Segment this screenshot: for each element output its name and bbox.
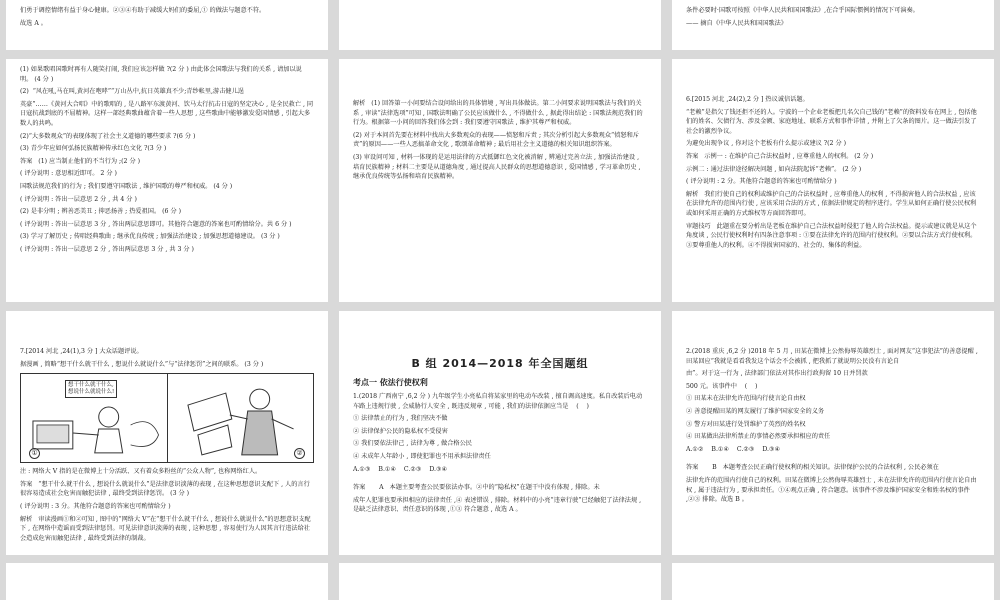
page-2-3 bbox=[672, 59, 994, 302]
paragraph: 解析 审读漫画①和②可知 , 图中的“网络大 V”在“想干什么就干什么 , 想说什么就说什么”的思想意识支配下 , 在网络中造谣而受到法律惩罚。可见法律意识淡薄的表现 , 这种思想 , 容易使行为人因其言行违法给社会造成危害而触犯法律 , 最终受到法律的制裁。 bbox=[20, 515, 311, 542]
paragraph: 2.(2018 重庆 ,6,2 分 )2018 年 5 月 , 田某在微博上公然侮辱英雄烈士 , 面对网友“这事犯法”的善意提醒 , 田某回应“我就是看看我发这个话会不会被抓 , 把我抓了就说明公民没有言论自 bbox=[686, 348, 980, 365]
page-1-1 bbox=[6, 0, 328, 50]
page-2-2 bbox=[339, 59, 661, 302]
paragraph: 1.(2018 广西南宁 ,6,2 分 ) 九年级学生小亮私自将某家里的电动车改装 , 擅自调高速度。私自改装后电动车路上违规行驶 , 会威胁行人安全 , 既违反规章 , 可能 , 我们的法律依据应当是 ( ) bbox=[353, 393, 643, 410]
paragraph: 解析 我们行使自己的权利或维护自己的合法权益时 , 应尊重他人的权利 , 不得损害他人的合法权益 , 应该在法律允许的范围内行使 , 应该采用合法的方式 , 依据法律规定的程序进行。学生从如何正确行使公民权利或如何采用正确的方式维权等方面回答即可。 bbox=[686, 190, 977, 217]
paragraph: 英豪”……《黄河大合唱》中的歌唱的 , 是八路军东渡黄河、饮马太行抗击日寇的坚定决心 , 是全民救亡 , 同日寇抗战到底的不屈精神。这样一部经典歌曲蕴含着一些人思想 , 这些歌曲中能够激发爱国情感 , 引起大多数人的共鸣。 bbox=[20, 100, 314, 127]
paragraph: (1) 如果歌唱国歌时再有人随笑打闹, 我们应该怎样做 ?(2 分 ) 由此体会国歌法与我们的关系 , 请加以说明。 (4 分 ) bbox=[20, 66, 302, 83]
option-item: ④ 田某做出法律所禁止的事情必然要承担相应的责任 bbox=[686, 433, 831, 441]
paragraph: 据漫画 , 简略“想干什么就干什么 , 想说什么就说什么”与“法律惩罚”之间的联系。 (3 分 ) bbox=[20, 360, 264, 368]
paragraph: 国歌法规范我们的行为 ; 我们要遵守国歌法 , 维护国歌的尊严和权威。 (4 分 ) bbox=[20, 182, 233, 190]
paragraph: ( 评分说明 : 2 分。其他符合题意的答案也可酌情给分 ) bbox=[686, 178, 837, 186]
group-title: B 组 2014—2018 年全国题组 bbox=[411, 357, 589, 370]
comic-drawing-2 bbox=[168, 374, 314, 462]
paragraph: (3) 学习了解历史 ; 传唱经典歌曲 ; 继承优良传统 ; 加强法治建设 ; 加强思想道德建设。 (3 分 ) bbox=[20, 233, 280, 241]
page-4-2 bbox=[339, 563, 661, 600]
page-text bbox=[353, 99, 647, 182]
paragraph: 答案 (1) 应当制止他们的不当行为 ;(2 分 ) bbox=[20, 157, 141, 165]
option-item: ③ 警方对田某进行处罚维护了英烈的姓名权 bbox=[686, 420, 806, 428]
paragraph: —— 摘自《中华人民共和国国歌法》 bbox=[686, 19, 787, 27]
comic-caption-line-1: 想干什么就干什么, bbox=[68, 382, 114, 389]
paragraph: 示例二 : 通过法律途径解决问题 , 如向法院起诉“老赖”。 (2 分 ) bbox=[686, 165, 862, 173]
comic-label-2: ② bbox=[294, 448, 305, 459]
paragraph: ( 评分说明 : 答出一层意思 2 分 , 答出两层意思 3 分 , 共 3 分 ) bbox=[20, 245, 194, 253]
page-3-1 bbox=[6, 311, 328, 555]
question-options bbox=[353, 414, 647, 461]
question-options bbox=[686, 394, 980, 441]
paragraph: ( 评分说明 : 答出一层意思 3 分 , 答出两层意思即可。其他符合题意的答案也可酌情给分。共 6 分 ) bbox=[20, 220, 292, 228]
paragraph: ( 评分说明 : 意思相近即可。 2 分 ) bbox=[20, 170, 117, 178]
paragraph: (2) 对于本问首先要在材料中找出大多数观众的表现——愤怒和斥责 ; 其次分析引起大多数观众“愤怒和斥责”的原因——一些人恶搞革命文化 , 歌颂革命精神 ; 最后用社会主义道德的相关知识组织答案。 bbox=[353, 131, 639, 149]
paragraph: 解析 (1) 回答第一小问要结合设问给出的具体情境 , 写出具体做法。第二小问要求说明国歌法与我们的关系 , 审读“法律选项”可知 , 国歌法明确了公民应该做什么 , 不得做什么 , 据此得出结论 : 国歌法规范我们的行为。根据第一小问的回答我们体会到 : 我们要遵守国歌法 , 维护其尊严和权威。 bbox=[353, 100, 643, 127]
paragraph: 由”。对于这一行为 , 法律部门依法对其作出行政拘留 10 日并罚款 bbox=[686, 370, 868, 378]
page-3-3 bbox=[672, 311, 994, 555]
page-1-2 bbox=[339, 0, 661, 50]
comic-panel-2 bbox=[168, 374, 314, 462]
option-item: ② 善意提醒田某的网友履行了维护国家安全的义务 bbox=[686, 407, 825, 415]
page-text bbox=[686, 6, 980, 28]
paragraph: 注 : 网络大 V 指的是在微博上十分活跃、又有着众多粉丝的“公众人物”, 也称网络红人。 bbox=[20, 468, 262, 476]
question-answer bbox=[353, 483, 647, 515]
paragraph: 答案 示例一 : 在维护自己合法权益时 , 应尊重他人的权利。 (2 分 ) bbox=[686, 152, 874, 160]
page-3-2 bbox=[339, 311, 661, 555]
point-title: 考点一 依法行使权利 bbox=[353, 378, 428, 387]
question-choices: A.①③ B.①④ C.②③ D.③④ bbox=[353, 465, 448, 473]
paragraph: 们勇于调控情绪有益于身心健康。②③④有助于减缓大妈们的委屈,① 的做法与题意不符。 bbox=[20, 7, 266, 14]
option-item: ① 法律禁止的行为 , 我们坚决不做 bbox=[353, 415, 448, 423]
paragraph: 500 元。该事件中 ( ) bbox=[686, 382, 758, 390]
option-item: ① 田某未在法律允许范围内行使言论自由权 bbox=[686, 395, 806, 403]
paragraph: (2) “风在吼,马在叫,黄河在咆哮”“万山丛中,抗日英雄真不少;青纱帐里,游击健儿逞 bbox=[20, 88, 244, 96]
paragraph: 成年人犯罪也要承担相应的法律责任 ,④ 表述错误 , 排除。材料中的小亮“违章行驶”已经触犯了法律法规 , 是缺乏法律意识、责任意识的体现 ,①③ 符合题意 , 故选 A 。 bbox=[353, 496, 644, 514]
paragraph: 6.[2015 河北 ,24(2),2 分 ] 热议诚信话题。 bbox=[686, 96, 809, 103]
page-4-1 bbox=[6, 563, 328, 600]
question-intro bbox=[686, 347, 980, 391]
speech-bubble bbox=[65, 380, 117, 398]
paragraph: 为避免出现争议 , 你对这个老板有什么提示或建议 ?(2 分 ) bbox=[686, 140, 847, 148]
page-text bbox=[20, 6, 314, 28]
option-item: ④ 未成年人年龄小 , 即使犯罪也不用承担法律责任 bbox=[353, 452, 491, 460]
question-intro bbox=[20, 347, 314, 369]
page-2-1 bbox=[6, 59, 328, 302]
paragraph: ( 评分说明 : 3 分。其他符合题意的答案也可酌情给分 ) bbox=[20, 502, 171, 510]
paragraph: 7.[2014 河北 ,24(1),3 分 ] 大众话题评说。 bbox=[20, 348, 143, 355]
page-text bbox=[20, 65, 314, 255]
page-4-3 bbox=[672, 563, 994, 600]
comic-panel-1 bbox=[21, 374, 168, 462]
option-item: ③ 我们要依法律己 , 法律为尊 , 做合格公民 bbox=[353, 440, 472, 448]
paragraph: 答案 B 本题考查公民正确行使权利的相关知识。法律保护公民的合法权利 , 公民必须在 bbox=[686, 464, 939, 472]
page-1-3 bbox=[672, 0, 994, 50]
comic-caption-line-2: 想说什么就说什么! bbox=[68, 389, 115, 396]
question-choices: A.①② B.①④ C.②③ D.③④ bbox=[686, 445, 781, 453]
option-item: ② 法律保护公民的隐私权不受侵害 bbox=[353, 427, 448, 435]
question-answer bbox=[20, 467, 314, 543]
comic-label-1: ① bbox=[29, 448, 40, 459]
paragraph: 故选 A 。 bbox=[20, 19, 47, 27]
page-text bbox=[686, 95, 980, 250]
paragraph: 审题技巧 此题重在要分析出是老板在维护自己合法权益时侵犯了他人的合法权益。提示或建议就是从这个角度谈 , 公民行使权利时有四条注意事项 : ①要在法律允许的范围内行使权利。②要以合法方式行使权利。③要尊重他人的权利。④不得损害国家的、社会的、集体的利益。 bbox=[686, 222, 977, 249]
question-intro bbox=[353, 392, 647, 411]
paragraph: 答案 “想干什么就干什么 , 想说什么就说什么”是法律意识淡薄的表现 , 在这种思想意识支配下 , 人的言行很容易造成社会危害而触犯法律 , 最终受到法律惩罚。 (3 分 ) bbox=[20, 480, 310, 498]
paragraph: 答案 A 本题主要考查公民要依法办事。②中的“隐私权”在题干中没有体现 , 排除。未 bbox=[353, 484, 600, 492]
paragraph: ( 评分说明 : 答出一层意思 2 分 , 共 4 分 ) bbox=[20, 195, 137, 203]
paragraph: 法律允许的范围内行使自己的权利。田某在微博上公然侮辱英雄烈士 , 未在法律允许的范围内行使言论自由权 , 属于违法行为 , 要承担责任。①④观点正确 , 符合题意。该事件不涉及维护国家安全和姓名权的事件 ,②③ 排除。故选 B 。 bbox=[686, 476, 977, 504]
paragraph: 条件必要时·国歌可按照《中华人民共和国国歌法》,在合乎国际惯例的情况下可演奏。 bbox=[686, 7, 919, 14]
question-answer bbox=[686, 463, 980, 504]
paragraph: (3) 审设问可知 , 材料一体现的是运用法律的方式抵御红色文化被消解 , 辨通过完善立法 , 加强法治建设 , 培育民族精神 ; 材料二主要是从道德角度 , 通过提高人民群众的思想道德意识 , 爱国情感 , 学习革命历史 , 继承优良传统等弘扬和培育民族精神。 bbox=[353, 153, 643, 181]
paragraph: “老赖”是指欠了钱还拒不还的人。宁波的一个企业老板把几名欠自己钱的“老赖”的资料发布在网上 , 包括他们的姓名、欠债行为、涉及金额、家庭地址、联系方式和事件详情 , 并附上了欠条的图片。这一做法引发了社会的激烈争议。 bbox=[686, 108, 977, 135]
paragraph: (3) 青少年应如何弘扬民族精神传承红色文化 ?(3 分 ) bbox=[20, 145, 167, 153]
comic-image bbox=[20, 373, 314, 463]
paragraph: (2)“大多数观众”的表现体现了社会主义道德的哪些要求 ?(6 分 ) bbox=[20, 132, 196, 140]
paragraph: (2) 是非分明 ; 辨善恶美丑 ; 抑恶扬善 ; 热爱祖国。 (6 分 ) bbox=[20, 208, 182, 216]
